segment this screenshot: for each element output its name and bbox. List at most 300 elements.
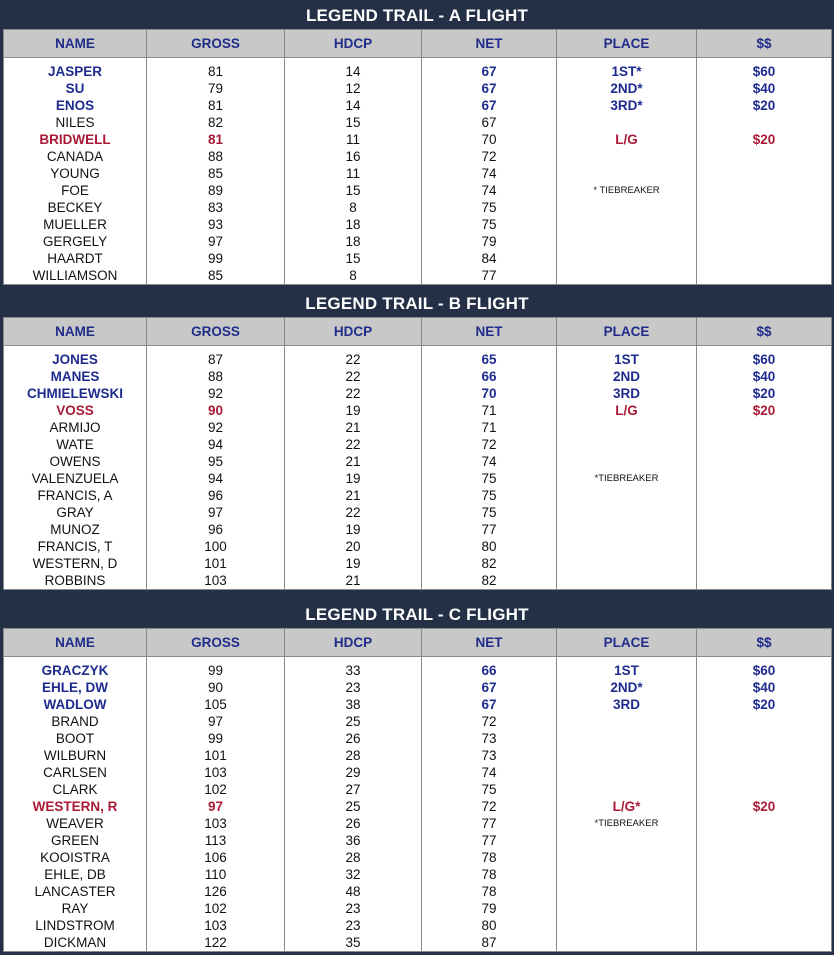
table-row — [4, 764, 832, 781]
name-cell: HAARDT — [4, 250, 147, 267]
name-cell: MANES — [4, 368, 147, 385]
table-row — [4, 182, 832, 199]
net-cell: 66 — [422, 368, 557, 385]
net-cell: 73 — [422, 730, 557, 747]
place-cell — [557, 866, 697, 883]
name-cell: WATE — [4, 436, 147, 453]
flight-title: LEGEND TRAIL - A FLIGHT — [305, 6, 529, 25]
table-row — [4, 267, 832, 285]
net-cell: 74 — [422, 764, 557, 781]
name-cell: LINDSTROM — [4, 917, 147, 934]
money-cell — [697, 538, 832, 555]
hdcp-cell: 8 — [285, 267, 422, 285]
place-cell: L/G — [557, 402, 697, 419]
name-cell: BRAND — [4, 713, 147, 730]
place-cell — [557, 521, 697, 538]
net-cell: 84 — [422, 250, 557, 267]
name-cell: GRAY — [4, 504, 147, 521]
table-row — [4, 866, 832, 883]
net-cell: 74 — [422, 453, 557, 470]
money-cell: $40 — [697, 368, 832, 385]
name-cell: GREEN — [4, 832, 147, 849]
place-cell: L/G* — [557, 798, 697, 815]
hdcp-cell: 23 — [285, 917, 422, 934]
place-cell — [557, 538, 697, 555]
net-cell: 67 — [422, 97, 557, 114]
hdcp-cell: 19 — [285, 402, 422, 419]
place-cell — [557, 487, 697, 504]
net-cell: 79 — [422, 233, 557, 250]
gross-cell: 102 — [147, 900, 285, 917]
gross-cell: 105 — [147, 696, 285, 713]
net-cell: 77 — [422, 815, 557, 832]
column-header: HDCP — [285, 629, 422, 657]
name-cell: WADLOW — [4, 696, 147, 713]
name-cell: BECKEY — [4, 199, 147, 216]
gross-cell: 79 — [147, 80, 285, 97]
table-row — [4, 798, 832, 815]
table-row — [4, 696, 832, 713]
place-cell — [557, 555, 697, 572]
name-cell: FRANCIS, A — [4, 487, 147, 504]
money-cell — [697, 250, 832, 267]
name-cell: VALENZUELA — [4, 470, 147, 487]
place-cell — [557, 900, 697, 917]
net-cell: 82 — [422, 555, 557, 572]
name-cell: ARMIJO — [4, 419, 147, 436]
hdcp-cell: 16 — [285, 148, 422, 165]
place-cell: * TIEBREAKER — [557, 182, 697, 199]
column-header: NET — [422, 629, 557, 657]
gross-cell: 88 — [147, 148, 285, 165]
hdcp-cell: 48 — [285, 883, 422, 900]
hdcp-cell: 28 — [285, 849, 422, 866]
column-header: HDCP — [285, 318, 422, 346]
money-cell: $40 — [697, 80, 832, 97]
place-cell: 1ST* — [557, 63, 697, 80]
hdcp-cell: 23 — [285, 900, 422, 917]
hdcp-cell: 32 — [285, 866, 422, 883]
net-cell: 70 — [422, 385, 557, 402]
gross-cell: 122 — [147, 934, 285, 952]
money-cell — [697, 900, 832, 917]
gross-cell: 83 — [147, 199, 285, 216]
table-row — [4, 368, 832, 385]
hdcp-cell: 26 — [285, 815, 422, 832]
money-cell — [697, 849, 832, 866]
name-cell: EHLE, DB — [4, 866, 147, 883]
money-cell: $20 — [697, 402, 832, 419]
column-header: NAME — [4, 629, 147, 657]
name-cell: KOOISTRA — [4, 849, 147, 866]
results-table — [3, 29, 832, 285]
net-cell: 72 — [422, 713, 557, 730]
name-cell: CLARK — [4, 781, 147, 798]
hdcp-cell: 14 — [285, 97, 422, 114]
name-cell: CARLSEN — [4, 764, 147, 781]
money-cell — [697, 114, 832, 131]
money-cell: $20 — [697, 696, 832, 713]
place-cell — [557, 917, 697, 934]
net-cell: 67 — [422, 80, 557, 97]
place-cell: *TIEBREAKER — [557, 470, 697, 487]
hdcp-cell: 36 — [285, 832, 422, 849]
table-row — [4, 80, 832, 97]
place-cell — [557, 713, 697, 730]
hdcp-cell: 21 — [285, 487, 422, 504]
money-cell: $60 — [697, 351, 832, 368]
gross-cell: 89 — [147, 182, 285, 199]
table-row — [4, 385, 832, 402]
gross-cell: 87 — [147, 351, 285, 368]
name-cell: FOE — [4, 182, 147, 199]
place-cell — [557, 199, 697, 216]
name-cell: RAY — [4, 900, 147, 917]
name-cell: EHLE, DW — [4, 679, 147, 696]
hdcp-cell: 18 — [285, 233, 422, 250]
table-row — [4, 470, 832, 487]
money-cell — [697, 504, 832, 521]
money-cell — [697, 165, 832, 182]
net-cell: 75 — [422, 470, 557, 487]
money-cell — [697, 453, 832, 470]
place-cell — [557, 453, 697, 470]
table-row — [4, 730, 832, 747]
place-cell — [557, 267, 697, 285]
money-cell — [697, 419, 832, 436]
gross-cell: 97 — [147, 798, 285, 815]
table-row — [4, 883, 832, 900]
gross-cell: 92 — [147, 385, 285, 402]
table-row — [4, 662, 832, 679]
gross-cell: 103 — [147, 815, 285, 832]
money-cell: $20 — [697, 798, 832, 815]
flight-a-section — [0, 0, 834, 285]
hdcp-cell: 29 — [285, 764, 422, 781]
gross-cell: 100 — [147, 538, 285, 555]
name-cell: MUELLER — [4, 216, 147, 233]
table-row — [4, 250, 832, 267]
place-cell — [557, 250, 697, 267]
place-cell — [557, 165, 697, 182]
table-row — [4, 747, 832, 764]
name-cell: SU — [4, 80, 147, 97]
results-table — [3, 317, 832, 590]
gross-cell: 81 — [147, 131, 285, 148]
place-cell: 3RD* — [557, 97, 697, 114]
money-cell: $20 — [697, 385, 832, 402]
gross-cell: 94 — [147, 470, 285, 487]
table-row — [4, 233, 832, 250]
gross-cell: 95 — [147, 453, 285, 470]
net-cell: 72 — [422, 148, 557, 165]
name-cell: JASPER — [4, 63, 147, 80]
hdcp-cell: 8 — [285, 199, 422, 216]
gross-cell: 103 — [147, 764, 285, 781]
place-cell: 3RD — [557, 696, 697, 713]
gross-cell: 85 — [147, 267, 285, 285]
table-row — [4, 504, 832, 521]
table-row — [4, 917, 832, 934]
money-cell — [697, 148, 832, 165]
money-cell — [697, 233, 832, 250]
money-cell — [697, 470, 832, 487]
place-cell: 1ST — [557, 662, 697, 679]
column-header: $$ — [697, 318, 832, 346]
place-cell — [557, 233, 697, 250]
net-cell: 66 — [422, 662, 557, 679]
net-cell: 77 — [422, 267, 557, 285]
net-cell: 67 — [422, 679, 557, 696]
hdcp-cell: 35 — [285, 934, 422, 952]
money-cell — [697, 781, 832, 798]
hdcp-cell: 28 — [285, 747, 422, 764]
money-cell — [697, 436, 832, 453]
name-cell: CHMIELEWSKI — [4, 385, 147, 402]
place-cell — [557, 730, 697, 747]
place-cell: 2ND* — [557, 80, 697, 97]
table-row — [4, 114, 832, 131]
hdcp-cell: 11 — [285, 165, 422, 182]
net-cell: 70 — [422, 131, 557, 148]
flight-b-section — [0, 288, 834, 590]
money-cell — [697, 730, 832, 747]
place-cell — [557, 849, 697, 866]
money-cell: $20 — [697, 97, 832, 114]
table-row — [4, 521, 832, 538]
gross-cell: 102 — [147, 781, 285, 798]
net-cell: 87 — [422, 934, 557, 952]
table-row — [4, 199, 832, 216]
place-cell — [557, 781, 697, 798]
money-cell — [697, 866, 832, 883]
column-header: NAME — [4, 318, 147, 346]
hdcp-cell: 11 — [285, 131, 422, 148]
name-cell: ROBBINS — [4, 572, 147, 590]
money-cell — [697, 216, 832, 233]
name-cell: VOSS — [4, 402, 147, 419]
place-cell — [557, 832, 697, 849]
money-cell — [697, 199, 832, 216]
place-cell: 1ST — [557, 351, 697, 368]
table-row — [4, 815, 832, 832]
gross-cell: 94 — [147, 436, 285, 453]
column-header: $$ — [697, 629, 832, 657]
hdcp-cell: 20 — [285, 538, 422, 555]
hdcp-cell: 27 — [285, 781, 422, 798]
net-cell: 77 — [422, 832, 557, 849]
gross-cell: 99 — [147, 730, 285, 747]
money-cell — [697, 917, 832, 934]
hdcp-cell: 21 — [285, 572, 422, 590]
table-row — [4, 131, 832, 148]
money-cell: $40 — [697, 679, 832, 696]
table-row — [4, 97, 832, 114]
hdcp-cell: 19 — [285, 521, 422, 538]
hdcp-cell: 12 — [285, 80, 422, 97]
gross-cell: 103 — [147, 917, 285, 934]
results-table — [3, 628, 832, 952]
money-cell — [697, 572, 832, 590]
place-cell — [557, 764, 697, 781]
gross-cell: 81 — [147, 63, 285, 80]
gross-cell: 101 — [147, 747, 285, 764]
gross-cell: 103 — [147, 572, 285, 590]
net-cell: 82 — [422, 572, 557, 590]
table-row — [4, 713, 832, 730]
net-cell: 71 — [422, 402, 557, 419]
header-row — [4, 629, 832, 657]
name-cell: FRANCIS, T — [4, 538, 147, 555]
table-row — [4, 402, 832, 419]
net-cell: 74 — [422, 182, 557, 199]
money-cell — [697, 747, 832, 764]
net-cell: 79 — [422, 900, 557, 917]
place-cell — [557, 419, 697, 436]
flight-title: LEGEND TRAIL - C FLIGHT — [305, 605, 529, 624]
table-row — [4, 934, 832, 952]
name-cell: YOUNG — [4, 165, 147, 182]
name-cell: NILES — [4, 114, 147, 131]
gross-cell: 126 — [147, 883, 285, 900]
column-header: GROSS — [147, 318, 285, 346]
name-cell: MUNOZ — [4, 521, 147, 538]
header-row — [4, 318, 832, 346]
net-cell: 80 — [422, 917, 557, 934]
gross-cell: 97 — [147, 504, 285, 521]
hdcp-cell: 18 — [285, 216, 422, 233]
net-cell: 72 — [422, 798, 557, 815]
hdcp-cell: 19 — [285, 470, 422, 487]
gross-cell: 97 — [147, 713, 285, 730]
table-row — [4, 487, 832, 504]
net-cell: 75 — [422, 216, 557, 233]
name-cell: JONES — [4, 351, 147, 368]
money-cell — [697, 815, 832, 832]
table-row — [4, 781, 832, 798]
net-cell: 78 — [422, 849, 557, 866]
gross-cell: 113 — [147, 832, 285, 849]
column-header: PLACE — [557, 318, 697, 346]
table-row — [4, 849, 832, 866]
name-cell: WESTERN, D — [4, 555, 147, 572]
gross-cell: 82 — [147, 114, 285, 131]
net-cell: 73 — [422, 747, 557, 764]
net-cell: 71 — [422, 419, 557, 436]
table-row — [4, 148, 832, 165]
gross-cell: 106 — [147, 849, 285, 866]
net-cell: 78 — [422, 883, 557, 900]
place-cell — [557, 934, 697, 952]
flight-c-section — [0, 599, 834, 952]
hdcp-cell: 33 — [285, 662, 422, 679]
net-cell: 75 — [422, 781, 557, 798]
money-cell — [697, 487, 832, 504]
name-cell: WILBURN — [4, 747, 147, 764]
place-cell: 3RD — [557, 385, 697, 402]
column-header: GROSS — [147, 629, 285, 657]
net-cell: 78 — [422, 866, 557, 883]
hdcp-cell: 21 — [285, 453, 422, 470]
column-header: NET — [422, 318, 557, 346]
net-cell: 80 — [422, 538, 557, 555]
place-cell — [557, 148, 697, 165]
name-cell: DICKMAN — [4, 934, 147, 952]
column-header: NAME — [4, 30, 147, 58]
table-row — [4, 555, 832, 572]
hdcp-cell: 22 — [285, 351, 422, 368]
hdcp-cell: 15 — [285, 114, 422, 131]
name-cell: BOOT — [4, 730, 147, 747]
name-cell: OWENS — [4, 453, 147, 470]
header-row — [4, 30, 832, 58]
place-cell: 2ND — [557, 368, 697, 385]
net-cell: 75 — [422, 487, 557, 504]
place-cell: 2ND* — [557, 679, 697, 696]
net-cell: 75 — [422, 199, 557, 216]
net-cell: 74 — [422, 165, 557, 182]
table-row — [4, 63, 832, 80]
table-row — [4, 900, 832, 917]
hdcp-cell: 25 — [285, 713, 422, 730]
name-cell: GERGELY — [4, 233, 147, 250]
place-cell: L/G — [557, 131, 697, 148]
gross-cell: 99 — [147, 250, 285, 267]
place-cell — [557, 572, 697, 590]
net-cell: 72 — [422, 436, 557, 453]
money-cell — [697, 182, 832, 199]
table-row — [4, 419, 832, 436]
place-cell — [557, 114, 697, 131]
gross-cell: 96 — [147, 487, 285, 504]
money-cell — [697, 883, 832, 900]
place-cell: *TIEBREAKER — [557, 815, 697, 832]
hdcp-cell: 22 — [285, 504, 422, 521]
table-row — [4, 165, 832, 182]
hdcp-cell: 15 — [285, 182, 422, 199]
gross-cell: 99 — [147, 662, 285, 679]
column-header: HDCP — [285, 30, 422, 58]
money-cell: $60 — [697, 662, 832, 679]
money-cell: $20 — [697, 131, 832, 148]
gross-cell: 97 — [147, 233, 285, 250]
column-header: GROSS — [147, 30, 285, 58]
name-cell: GRACZYK — [4, 662, 147, 679]
gross-cell: 110 — [147, 866, 285, 883]
money-cell — [697, 555, 832, 572]
gross-cell: 96 — [147, 521, 285, 538]
name-cell: WESTERN, R — [4, 798, 147, 815]
table-row — [4, 538, 832, 555]
name-cell: ENOS — [4, 97, 147, 114]
net-cell: 67 — [422, 114, 557, 131]
net-cell: 65 — [422, 351, 557, 368]
column-header: PLACE — [557, 30, 697, 58]
table-row — [4, 453, 832, 470]
money-cell — [697, 267, 832, 285]
hdcp-cell: 22 — [285, 385, 422, 402]
hdcp-cell: 38 — [285, 696, 422, 713]
money-cell — [697, 934, 832, 952]
money-cell — [697, 832, 832, 849]
table-row — [4, 679, 832, 696]
name-cell: CANADA — [4, 148, 147, 165]
money-cell — [697, 521, 832, 538]
place-cell — [557, 216, 697, 233]
table-row — [4, 216, 832, 233]
net-cell: 67 — [422, 696, 557, 713]
money-cell: $60 — [697, 63, 832, 80]
